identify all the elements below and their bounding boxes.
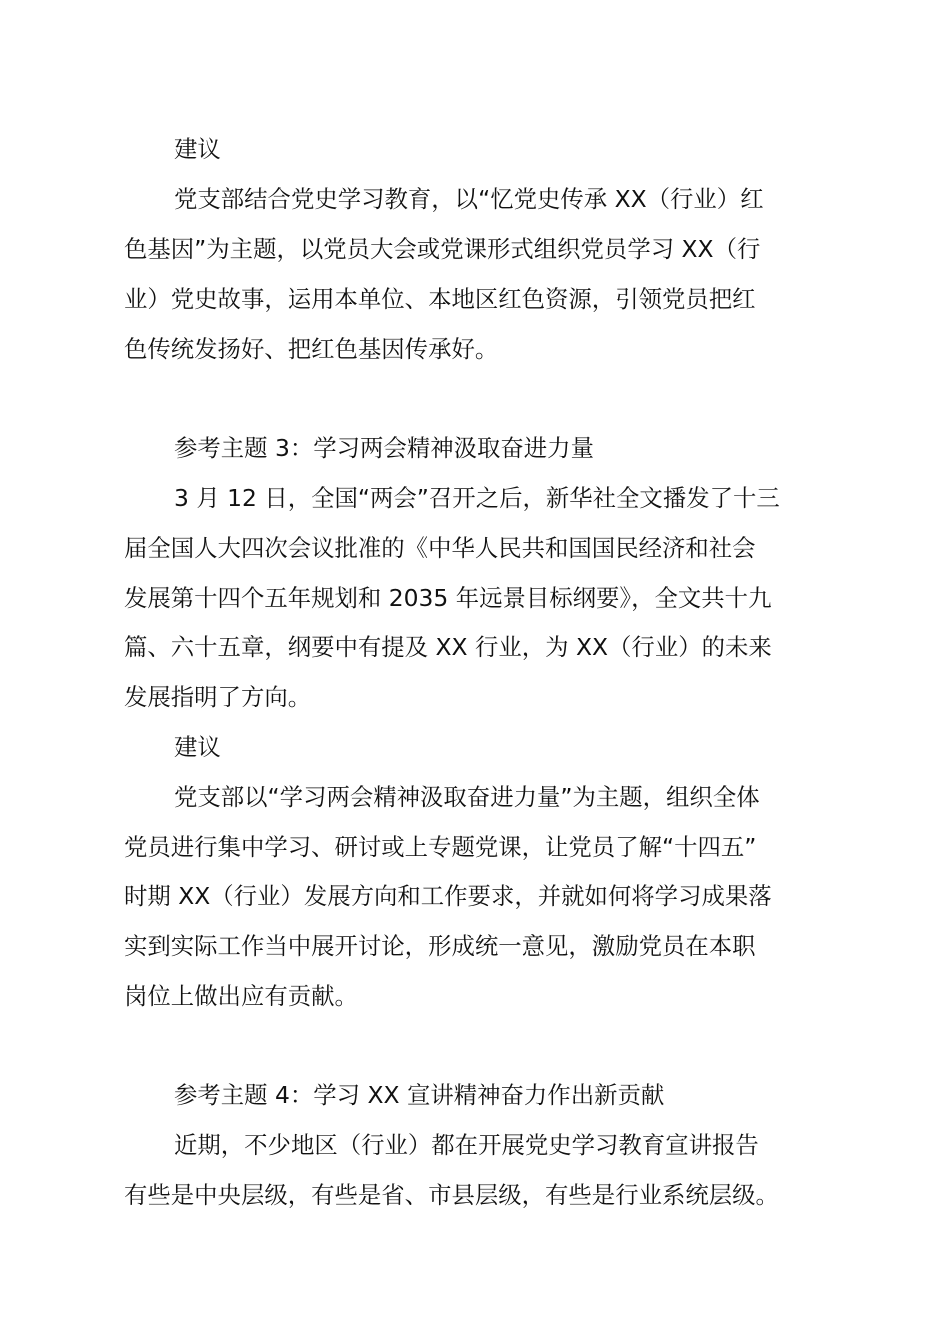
paragraph-line: 3 月 12 日，全国“两会”召开之后，新华社全文播发了十三 bbox=[174, 484, 780, 512]
paragraph-line: 实到实际工作当中展开讨论，形成统一意见，激励党员在本职 bbox=[124, 932, 756, 960]
heading-topic-4: 参考主题 4：学习 XX 宣讲精神奋力作出新贡献 bbox=[174, 1081, 665, 1109]
paragraph-line: 有些是中央层级，有些是省、市县层级，有些是行业系统层级。 bbox=[124, 1181, 779, 1209]
paragraph-line: 篇、六十五章，纲要中有提及 XX 行业，为 XX（行业）的未来 bbox=[124, 633, 772, 661]
paragraph-line: 业）党史故事，运用本单位、本地区红色资源，引领党员把红 bbox=[124, 285, 756, 313]
paragraph-line: 党支部结合党史学习教育，以“忆党史传承 XX（行业）红 bbox=[174, 185, 764, 213]
paragraph-line: 岗位上做出应有贡献。 bbox=[124, 982, 358, 1010]
paragraph-line: 届全国人大四次会议批准的《中华人民共和国国民经济和社会 bbox=[124, 534, 756, 562]
paragraph-line: 发展指明了方向。 bbox=[124, 683, 312, 711]
heading-suggestion-1: 建议 bbox=[174, 135, 221, 163]
paragraph-line: 色基因”为主题，以党员大会或党课形式组织党员学习 XX（行 bbox=[124, 235, 761, 263]
paragraph-line: 色传统发扬好、把红色基因传承好。 bbox=[124, 335, 499, 363]
paragraph-line: 党员进行集中学习、研讨或上专题党课，让党员了解“十四五” bbox=[124, 833, 757, 861]
paragraph-line: 近期，不少地区（行业）都在开展党史学习教育宣讲报告 bbox=[174, 1131, 759, 1159]
paragraph-line: 党支部以“学习两会精神汲取奋进力量”为主题，组织全体 bbox=[174, 783, 760, 811]
paragraph-line: 发展第十四个五年规划和 2035 年远景目标纲要》，全文共十九 bbox=[124, 584, 772, 612]
heading-topic-3: 参考主题 3：学习两会精神汲取奋进力量 bbox=[174, 434, 594, 462]
heading-suggestion-2: 建议 bbox=[174, 733, 221, 761]
paragraph-line: 时期 XX（行业）发展方向和工作要求，并就如何将学习成果落 bbox=[124, 882, 772, 910]
